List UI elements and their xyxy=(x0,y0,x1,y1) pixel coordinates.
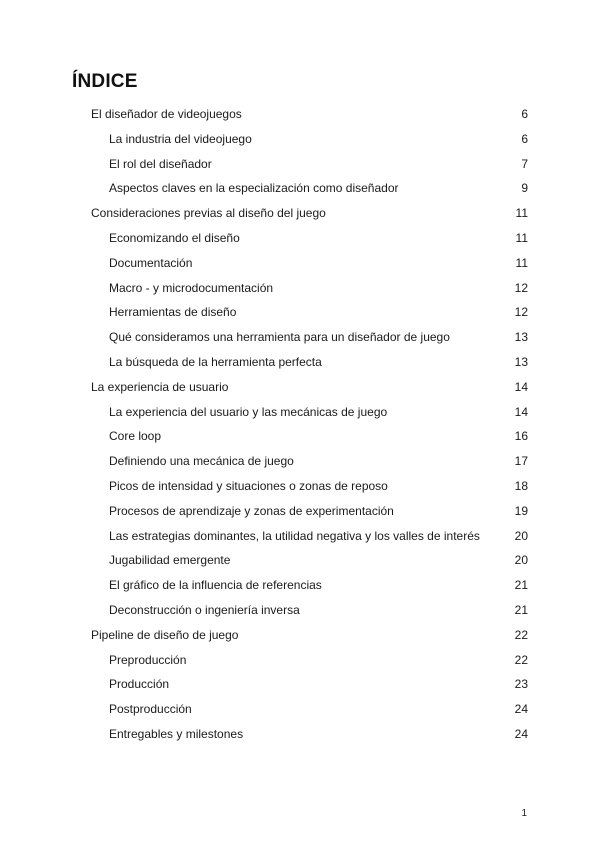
toc-entry-page: 20 xyxy=(514,553,528,568)
toc-section[interactable] xyxy=(0,697,600,722)
toc-section[interactable] xyxy=(0,548,600,573)
toc-entry-label: Deconstrucción o ingeniería inversa xyxy=(109,602,300,617)
toc-entry-label: Postproducción xyxy=(109,702,192,717)
toc-entry-label: Economizando el diseño xyxy=(109,230,240,245)
toc-entry-page: 11 xyxy=(515,230,528,245)
toc-entry-label: Herramientas de diseño xyxy=(109,305,237,320)
toc-entry-label: La experiencia de usuario xyxy=(91,379,229,394)
toc-section[interactable] xyxy=(0,499,600,524)
toc-entry-label: Aspectos claves en la especialización como diseñador xyxy=(109,181,399,196)
toc-entry-label: Procesos de aprendizaje y zonas de experimentación xyxy=(109,503,394,518)
toc-entry-label: Documentación xyxy=(109,255,193,270)
toc-entry-label: Macro - y microdocumentación xyxy=(109,280,274,295)
toc-entry-page: 7 xyxy=(521,156,528,171)
toc-entry-label: El diseñador de videojuegos xyxy=(91,107,242,121)
toc-entry-label: La experiencia del usuario y las mecánicas de juego xyxy=(109,404,388,419)
toc-entry-label: El rol del diseñador xyxy=(109,156,212,171)
toc-chapter[interactable] xyxy=(0,102,600,127)
toc-section[interactable] xyxy=(0,598,600,623)
toc-entry-page: 11 xyxy=(515,206,528,221)
toc-section[interactable] xyxy=(0,449,600,474)
table-of-contents xyxy=(0,102,600,747)
toc-section[interactable] xyxy=(0,672,600,697)
toc-entry-label: Jugabilidad emergente xyxy=(109,553,231,568)
toc-section[interactable] xyxy=(0,424,600,449)
toc-entry-page: 21 xyxy=(514,602,528,617)
toc-entry-label: La industria del videojuego xyxy=(109,131,252,146)
toc-section[interactable] xyxy=(0,176,600,201)
toc-entry-page: 17 xyxy=(514,454,528,469)
toc-chapter[interactable] xyxy=(0,375,600,400)
toc-entry-page: 24 xyxy=(514,726,528,741)
toc-entry-page: 13 xyxy=(514,354,528,369)
toc-entry-page: 19 xyxy=(514,503,528,518)
toc-section[interactable] xyxy=(0,400,600,425)
toc-entry-page: 13 xyxy=(514,330,528,345)
toc-section[interactable] xyxy=(0,251,600,276)
toc-entry-page: 9 xyxy=(521,181,528,196)
toc-section[interactable] xyxy=(0,226,600,251)
toc-entry-page: 14 xyxy=(514,379,528,394)
toc-entry-page: 14 xyxy=(514,404,528,419)
toc-entry-label: Consideraciones previas al diseño del juego xyxy=(91,206,326,221)
toc-entry-page: 6 xyxy=(521,107,528,121)
toc-section[interactable] xyxy=(0,474,600,499)
toc-section[interactable] xyxy=(0,648,600,673)
toc-entry-label: Picos de intensidad y situaciones o zonas de reposo xyxy=(109,478,388,493)
toc-section[interactable] xyxy=(0,524,600,549)
toc-entry-label: Qué consideramos una herramienta para un diseñador de juego xyxy=(109,330,450,345)
toc-entry-page: 11 xyxy=(515,255,528,270)
toc-section[interactable] xyxy=(0,276,600,301)
toc-entry-page: 12 xyxy=(514,305,528,320)
toc-section[interactable] xyxy=(0,573,600,598)
toc-section[interactable] xyxy=(0,325,600,350)
toc-entry-page: 16 xyxy=(514,429,528,444)
toc-entry-label: Las estrategias dominantes, la utilidad negativa y los valles de interés xyxy=(109,528,480,543)
toc-entry-label: Producción xyxy=(109,677,170,692)
toc-entry-label: El gráfico de la influencia de referencias xyxy=(109,578,322,593)
toc-entry-label: Pipeline de diseño de juego xyxy=(91,627,239,642)
toc-entry-page: 22 xyxy=(514,652,528,667)
toc-entry-page: 12 xyxy=(514,280,528,295)
toc-chapter[interactable] xyxy=(0,201,600,226)
toc-entry-label: Definiendo una mecánica de juego xyxy=(109,454,294,469)
toc-entry-label: La búsqueda de la herramienta perfecta xyxy=(109,354,322,369)
toc-chapter[interactable] xyxy=(0,623,600,648)
toc-entry-page: 24 xyxy=(514,702,528,717)
toc-entry-page: 23 xyxy=(514,677,528,692)
page-number: 1 xyxy=(521,808,527,819)
toc-section[interactable] xyxy=(0,300,600,325)
toc-section[interactable] xyxy=(0,152,600,177)
toc-entry-page: 6 xyxy=(521,131,528,146)
toc-entry-page: 21 xyxy=(514,578,528,593)
toc-section[interactable] xyxy=(0,722,600,747)
toc-entry-label: Core loop xyxy=(109,429,162,444)
toc-entry-label: Preproducción xyxy=(109,652,187,667)
toc-entry-page: 22 xyxy=(514,627,528,642)
toc-section[interactable] xyxy=(0,127,600,152)
page-title: ÍNDICE xyxy=(72,71,138,92)
toc-entry-page: 20 xyxy=(514,528,528,543)
toc-entry-label: Entregables y milestones xyxy=(109,726,244,741)
toc-section[interactable] xyxy=(0,350,600,375)
toc-entry-page: 18 xyxy=(514,478,528,493)
